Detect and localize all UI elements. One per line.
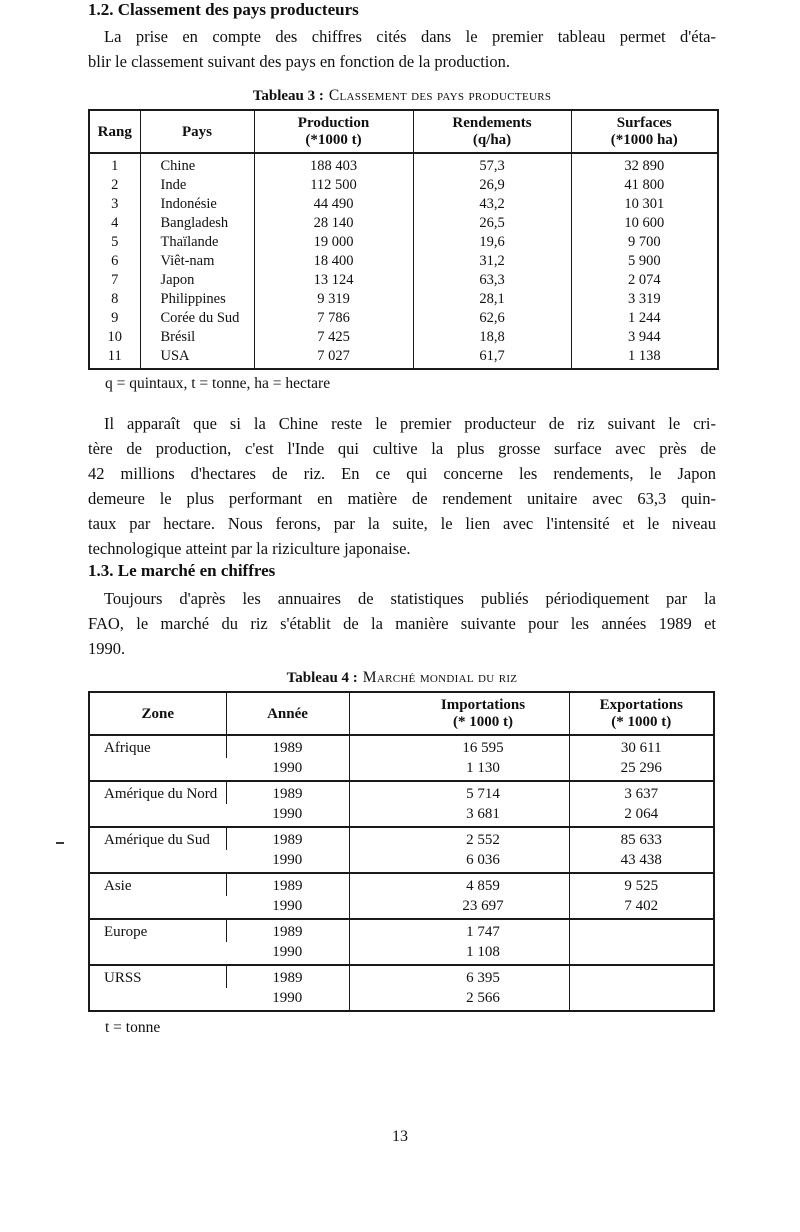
annee-cell: 1989 [226, 965, 349, 988]
paragraph-line: FAO, le marché du riz s'établit de la manière suivante pour les années 1989 et [88, 614, 716, 633]
importations-cell: 6 036 [349, 850, 569, 873]
exportations-cell [569, 942, 714, 965]
paragraph-line: tère de production, c'est l'Inde qui cultive la plus grosse surface avec près de [88, 439, 716, 458]
surfaces-cell: 5 900 [571, 252, 718, 271]
surfaces-cell: 1 138 [571, 347, 718, 369]
annee-cell: 1990 [272, 852, 303, 868]
annee-cell: 1990 [272, 806, 303, 822]
table4-header-importations [349, 692, 569, 735]
table3-caption-label: Tableau 3 : [252, 88, 324, 104]
header-unit: (* 1000 t) [611, 714, 672, 730]
header-line: Exportations [599, 697, 683, 713]
pays-cell: Indonésie [140, 195, 254, 214]
rendements-cell: 57,3 [413, 153, 571, 176]
exportations-cell: 7 402 [569, 896, 714, 919]
section-1-2-heading: 1.2. Classement des pays producteurs [88, 0, 359, 19]
table3-header-rang [89, 110, 140, 153]
rang-cell: 8 [111, 291, 119, 307]
annee-cell: 1989 [226, 827, 349, 850]
rang-cell: 5 [111, 234, 119, 250]
exportations-cell: 3 637 [569, 781, 714, 804]
table3-caption [88, 87, 716, 105]
exportations-cell [569, 919, 714, 942]
rendements-cell: 26,9 [413, 176, 571, 195]
paragraph-line: Il apparaît que si la Chine reste le premier producteur de riz suivant le cri- [104, 414, 716, 433]
rendements-cell: 62,6 [413, 309, 571, 328]
production-cell: 28 140 [254, 214, 413, 233]
table4-header-annee [226, 692, 349, 735]
page-number: 13 [392, 1128, 408, 1145]
analysis-paragraph [88, 411, 716, 561]
table4-row [89, 965, 714, 988]
table3-header-surfaces [571, 110, 718, 153]
table3-row [89, 328, 718, 347]
pays-cell: Brésil [140, 328, 254, 347]
annee-cell: 1990 [272, 898, 303, 914]
pays-cell: Inde [140, 176, 254, 195]
production-cell: 18 400 [254, 252, 413, 271]
importations-cell: 2 552 [349, 827, 569, 850]
exportations-cell [569, 988, 714, 1011]
table3-header-pays [140, 110, 254, 153]
surfaces-cell: 32 890 [571, 153, 718, 176]
pays-cell: Bangladesh [140, 214, 254, 233]
production-cell: 19 000 [254, 233, 413, 252]
annee-cell: 1989 [226, 919, 349, 942]
surfaces-cell: 41 800 [571, 176, 718, 195]
table3-row [89, 252, 718, 271]
rang-cell: 2 [111, 177, 119, 193]
table3-body [89, 153, 718, 369]
rendements-cell: 19,6 [413, 233, 571, 252]
production-cell: 44 490 [254, 195, 413, 214]
annee-cell: 1989 [226, 873, 349, 896]
rang-cell: 4 [111, 215, 119, 231]
table4-row [89, 781, 714, 804]
zone-cell: URSS [104, 970, 142, 986]
paragraph-line: technologique atteint par la riziculture japonaise. [88, 539, 411, 558]
table3-row [89, 271, 718, 290]
pays-cell: Viêt-nam [140, 252, 254, 271]
table3-header-rendements [413, 110, 571, 153]
importations-cell: 1 108 [349, 942, 569, 965]
paragraph-line: 42 millions d'hectares de riz. En ce qui concerne les rendements, le Japon [88, 464, 716, 483]
header-line: Surfaces [616, 115, 672, 131]
importations-cell: 1 130 [349, 758, 569, 781]
header-unit: (* 1000 t) [453, 714, 513, 730]
section-1-3-paragraph [88, 586, 716, 661]
pays-cell: USA [140, 347, 254, 369]
table4-marche-mondial [88, 691, 715, 1012]
surfaces-cell: 2 074 [571, 271, 718, 290]
table4-header [89, 692, 714, 735]
rendements-cell: 63,3 [413, 271, 571, 290]
rang-cell: 9 [111, 310, 119, 326]
paragraph-line: La prise en compte des chiffres cités dans le premier tableau permet d'éta- [104, 27, 716, 46]
header-unit: (q/ha) [472, 132, 512, 148]
header-line: Importations [440, 697, 526, 713]
pays-cell: Thaïlande [140, 233, 254, 252]
surfaces-cell: 9 700 [571, 233, 718, 252]
annee-cell: 1990 [272, 990, 303, 1006]
rang-cell: 1 [111, 158, 119, 174]
rang-cell: 10 [107, 329, 122, 345]
paragraph-line: demeure le plus performant en matière de rendement unitaire avec 63,3 quin- [88, 489, 716, 508]
production-cell: 13 124 [254, 271, 413, 290]
production-cell: 7 425 [254, 328, 413, 347]
pays-cell: Corée du Sud [140, 309, 254, 328]
annee-cell: 1990 [272, 944, 303, 960]
surfaces-cell: 10 301 [571, 195, 718, 214]
header-line: Année [267, 705, 308, 722]
table3-header-production [254, 110, 413, 153]
table3-row [89, 176, 718, 195]
pays-cell: Chine [140, 153, 254, 176]
table3-header-row [89, 110, 718, 153]
table3-caption-title: Classement des pays producteurs [328, 87, 552, 104]
production-cell: 7 027 [254, 347, 413, 369]
header-line: Rang [97, 123, 132, 140]
header-unit: (*1000 ha) [610, 132, 678, 148]
pays-cell: Philippines [140, 290, 254, 309]
table3-header [89, 110, 718, 153]
zone-group [89, 919, 714, 965]
surfaces-cell: 3 319 [571, 290, 718, 309]
zone-group [89, 965, 714, 1011]
table3-row [89, 233, 718, 252]
pays-cell: Japon [140, 271, 254, 290]
production-cell: 188 403 [254, 153, 413, 176]
paragraph-line: Toujours d'après les annuaires de statistiques publiés périodiquement par la [104, 589, 716, 608]
rang-cell: 3 [111, 196, 119, 212]
page-content [88, 0, 716, 1036]
rendements-cell: 61,7 [413, 347, 571, 369]
header-line: Production [297, 115, 370, 131]
header-unit: (*1000 t) [305, 132, 362, 148]
importations-cell: 5 714 [349, 781, 569, 804]
margin-artifact-mark [56, 842, 64, 844]
rang-cell: 6 [111, 253, 119, 269]
table4-row [89, 873, 714, 896]
table3-row [89, 290, 718, 309]
table4-row [89, 919, 714, 942]
production-cell: 9 319 [254, 290, 413, 309]
section-1-3-heading: 1.3. Le marché en chiffres [88, 561, 276, 580]
table3-units-note: q = quintaux, t = tonne, ha = hectare [105, 375, 331, 392]
exportations-cell: 2 064 [569, 804, 714, 827]
header-line: Zone [141, 705, 174, 722]
header-line: Pays [182, 123, 212, 140]
production-cell: 7 786 [254, 309, 413, 328]
surfaces-cell: 1 244 [571, 309, 718, 328]
exportations-cell: 43 438 [569, 850, 714, 873]
annee-cell: 1990 [272, 760, 303, 776]
paragraph-line: 1990. [88, 639, 126, 658]
table4-header-zone [89, 692, 226, 735]
importations-cell: 1 747 [349, 919, 569, 942]
rendements-cell: 31,2 [413, 252, 571, 271]
importations-cell: 2 566 [349, 988, 569, 1011]
rang-cell: 7 [111, 272, 119, 288]
zone-group [89, 735, 714, 781]
exportations-cell: 25 296 [569, 758, 714, 781]
section-1-2-paragraph [88, 24, 716, 74]
surfaces-cell: 3 944 [571, 328, 718, 347]
table4-caption [88, 669, 716, 687]
table3-row [89, 214, 718, 233]
table4-header-row [89, 692, 714, 735]
table4-units-note: t = tonne [105, 1019, 161, 1036]
table4-caption-title: Marché mondial du riz [362, 669, 518, 686]
rendements-cell: 43,2 [413, 195, 571, 214]
paragraph-line: blir le classement suivant des pays en fonction de la production. [88, 52, 511, 71]
table4-caption-label: Tableau 4 : [286, 670, 358, 686]
zone-group [89, 781, 714, 827]
importations-cell: 4 859 [349, 873, 569, 896]
table3-classement-pays [88, 109, 719, 370]
rang-cell: 11 [107, 348, 122, 364]
rendements-cell: 26,5 [413, 214, 571, 233]
exportations-cell: 85 633 [569, 827, 714, 850]
table3-row [89, 309, 718, 328]
zone-cell: Amérique du Nord [104, 786, 218, 802]
zone-cell: Amérique du Sud [104, 832, 210, 848]
zone-cell: Afrique [104, 740, 151, 756]
annee-cell: 1989 [226, 735, 349, 758]
zone-group [89, 827, 714, 873]
paragraph-line: taux par hectare. Nous ferons, par la suite, le lien avec l'intensité et le niveau [88, 514, 716, 533]
table3-row [89, 195, 718, 214]
rendements-cell: 28,1 [413, 290, 571, 309]
importations-cell: 3 681 [349, 804, 569, 827]
importations-cell: 16 595 [349, 735, 569, 758]
exportations-cell: 9 525 [569, 873, 714, 896]
table3-row [89, 153, 718, 176]
table3-row [89, 347, 718, 369]
zone-group [89, 873, 714, 919]
table4-row [89, 827, 714, 850]
table4-row [89, 735, 714, 758]
exportations-cell [569, 965, 714, 988]
annee-cell: 1989 [226, 781, 349, 804]
importations-cell: 23 697 [349, 896, 569, 919]
surfaces-cell: 10 600 [571, 214, 718, 233]
zone-cell: Europe [104, 924, 148, 940]
exportations-cell: 30 611 [569, 735, 714, 758]
production-cell: 112 500 [254, 176, 413, 195]
rendements-cell: 18,8 [413, 328, 571, 347]
zone-cell: Asie [104, 878, 132, 894]
importations-cell: 6 395 [349, 965, 569, 988]
header-line: Rendements [452, 115, 532, 131]
table4-header-exportations [569, 692, 714, 735]
